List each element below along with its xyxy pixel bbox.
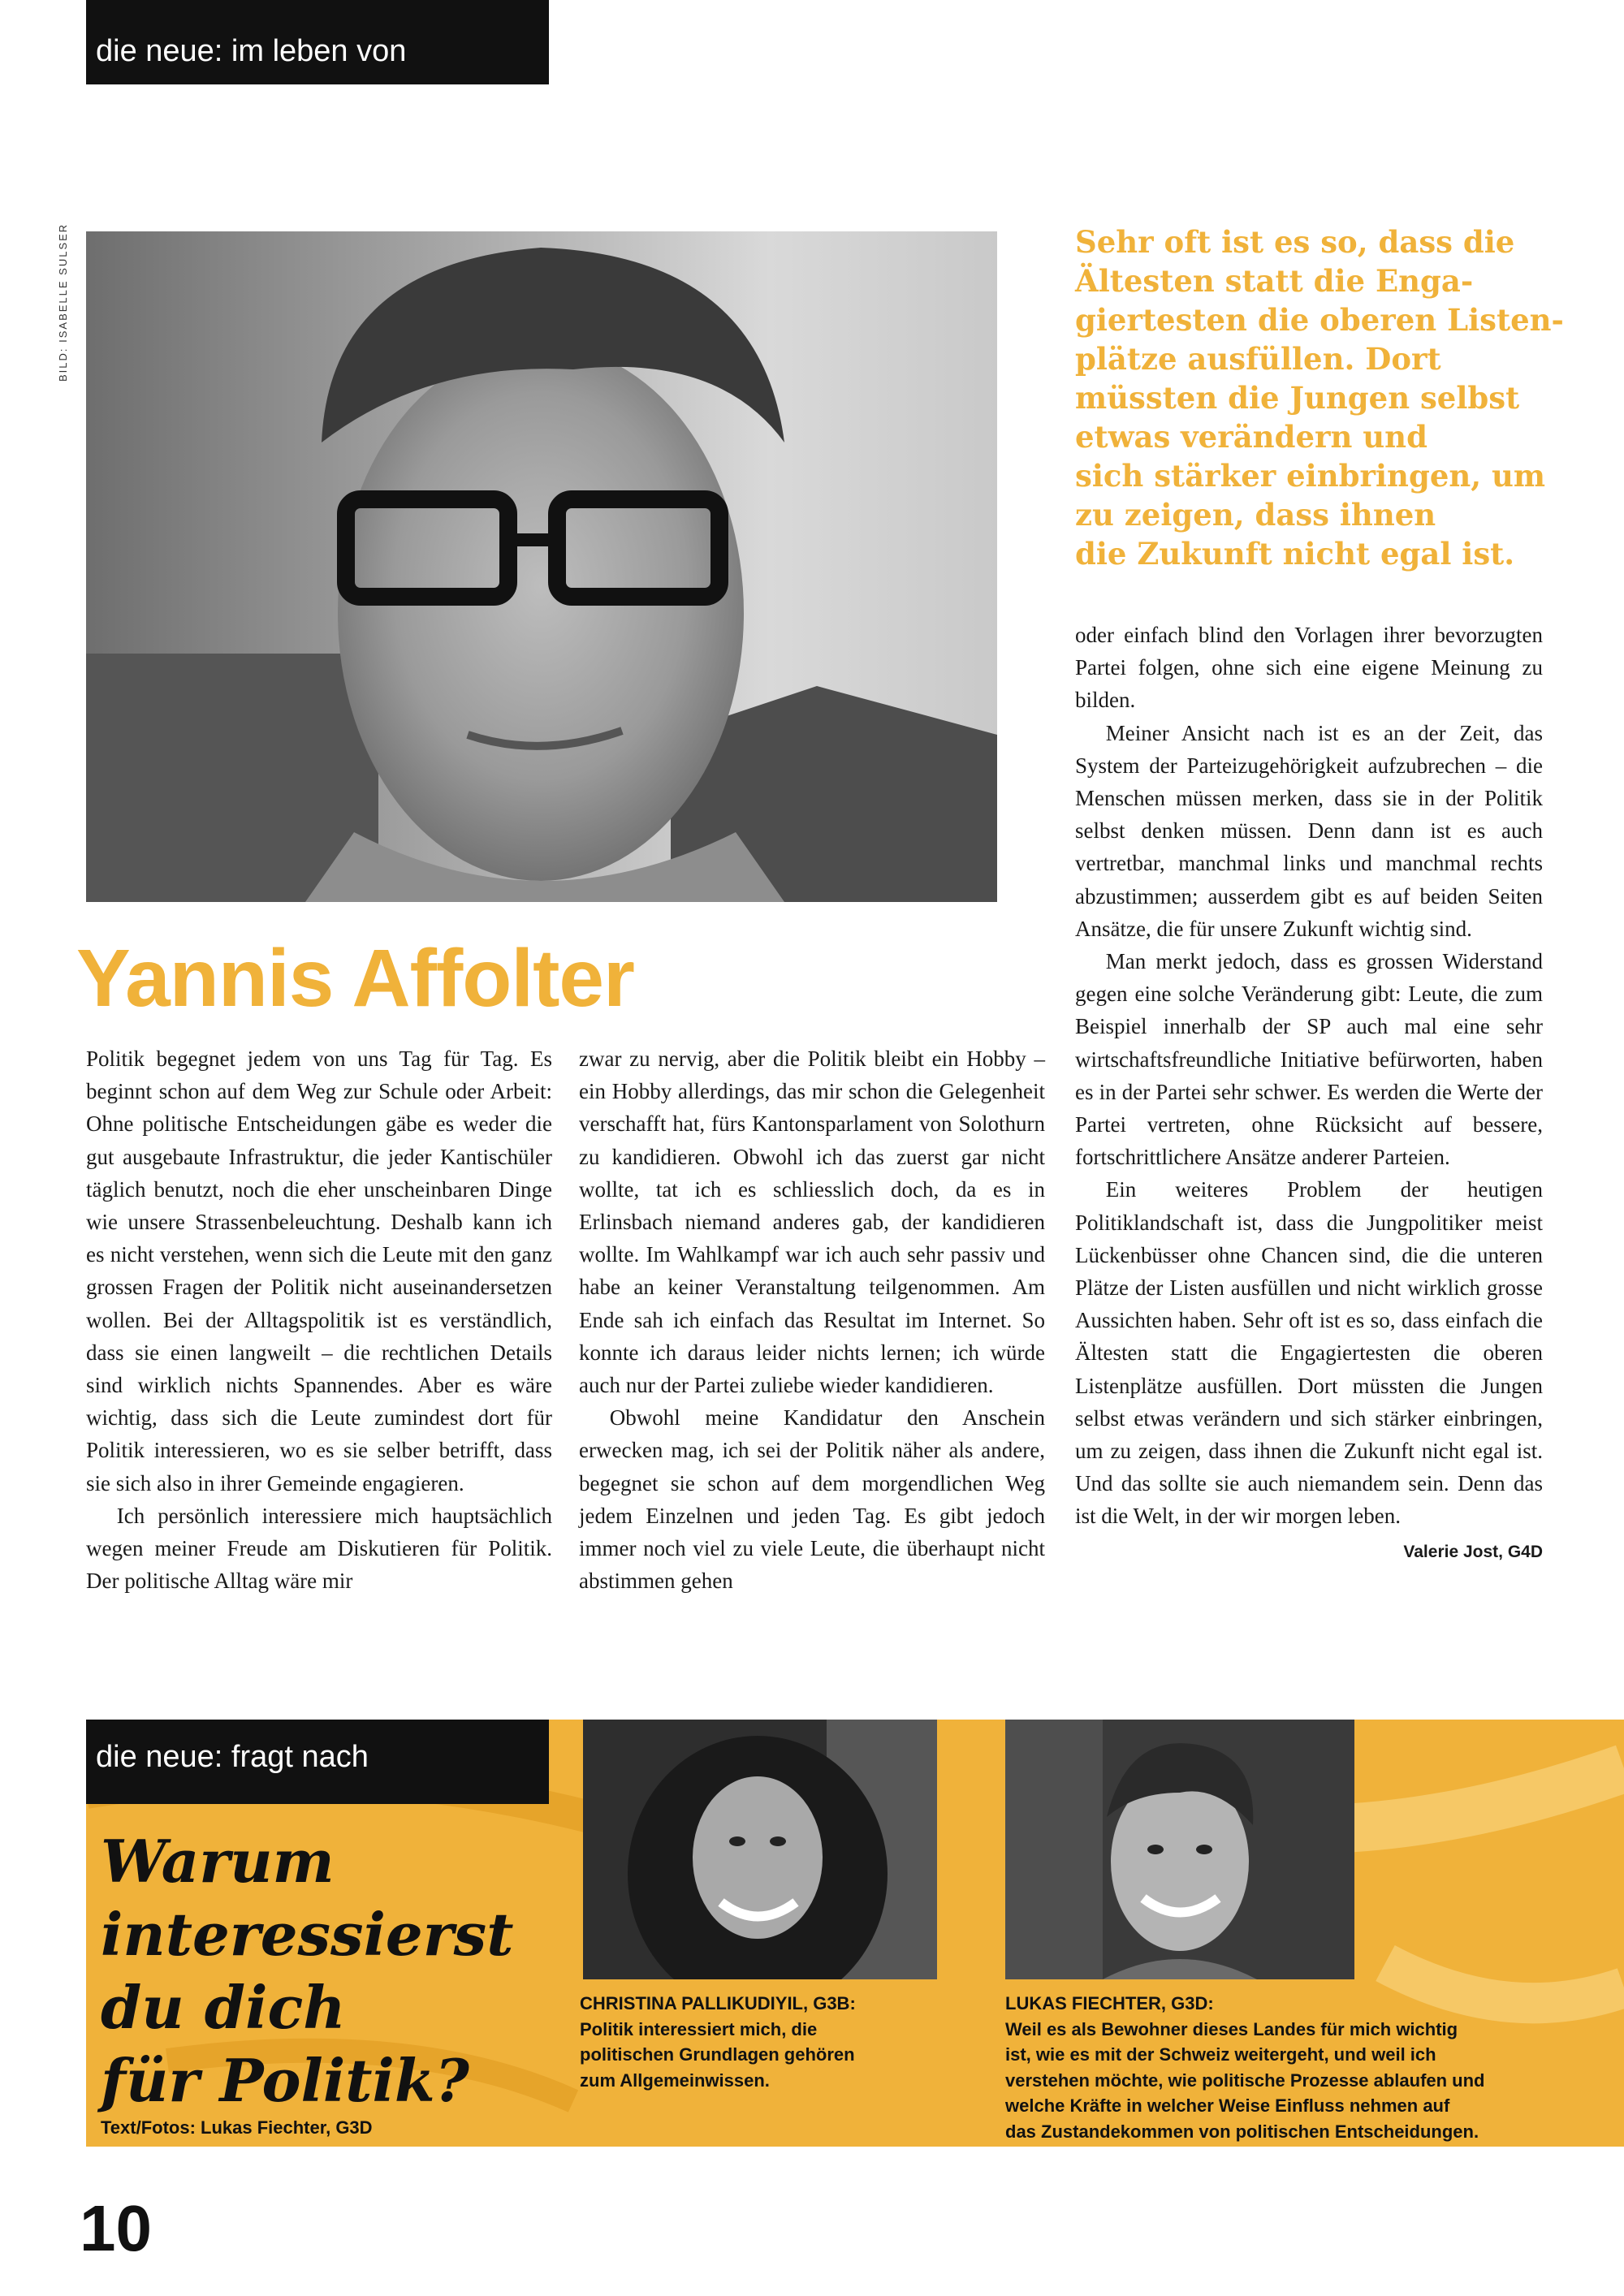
survey-question-line: du dich: [101, 1973, 346, 2042]
pull-quote-line: plätze ausfüllen. Dort: [1075, 341, 1441, 377]
interviewee-name: LUKAS FIECHTER, G3D:: [1005, 1993, 1214, 2013]
portrait-photo: [86, 231, 997, 902]
interviewee-photo-lukas: [1005, 1720, 1354, 1979]
pull-quote-line: zu zeigen, dass ihnen: [1075, 497, 1436, 533]
article-paragraph: Meiner Ansicht nach ist es an der Zeit, das System der Parteizugehörigkeit aufzubrechen – die Menschen müssen merken, dass sie in der Politik selbst denken müssen. Denn dann ist es auch vertretbar, manchmal links und manchmal rechts abzustimmen; ausserdem gibt es auf beiden Seiten Ansätze, die für unsere Zukunft wichtig sind.: [1075, 720, 1543, 941]
survey-question-line: interessierst: [101, 1900, 514, 1969]
page-number: 10: [80, 2192, 152, 2264]
interviewee-name: CHRISTINA PALLIKUDIYIL, G3B:: [580, 1993, 856, 2013]
pull-quote-line: etwas verändern und: [1075, 419, 1427, 455]
article-paragraph: Ich persönlich interessiere mich hauptsächlich wegen meiner Freude am Diskutieren für Politik. Der politische Alltag wäre mir: [86, 1503, 552, 1594]
survey-question: [101, 1825, 555, 2117]
article-paragraph: Ein weiteres Problem der heutigen Politiklandschaft ist, dass die Jungpolitiker meist Lückenbüsser ohne Chancen sind, die die unteren Plätze der Listen ausfüllen und nicht wirklich grosse Aussichten haben. Sehr oft ist es so, dass einfach die Ältesten statt die Engagiertesten die oberen Listenplätze ausfüllen. Dort müssten die Jungen selbst etwas verändern und sich stärker einbringen, um zu zeigen, dass ihnen die Zukunft nicht egal ist. Und das sollte sie auch niemandem sein. Denn das ist die Welt, in der wir morgen leben.: [1075, 1177, 1543, 1529]
answer-line: ist, wie es mit der Schweiz weitergeht, und weil ich: [1005, 2044, 1436, 2065]
pull-quote-line: Ältesten statt die Enga-: [1075, 263, 1474, 299]
answer-line: welche Kräfte in welcher Weise Einfluss nehmen auf: [1005, 2095, 1450, 2116]
pull-quote-line: sich stärker einbringen, um: [1075, 458, 1546, 494]
photo-credit: BILD: ISABELLE SULSER: [57, 222, 69, 382]
survey-question-line: Warum: [101, 1827, 335, 1896]
article-paragraph: Politik begegnet jedem von uns Tag für Tag. Es beginnt schon auf dem Weg zur Schule oder Arbeit: Ohne politische Entscheidungen gäbe es weder die gut ausgebaute Infrastruktur, die jeder Kantischüler täglich benutzt, noch die eher unscheinbaren Dinge wie unsere Strassenbeleuchtung. Deshalb kann ich es nicht verstehen, wenn sich die Leute mit den ganz grossen Fragen der Politik nicht auseinandersetzen wollen. Bei der Alltagspolitik ist es verständlich, dass sie einen langweilt – die rechtlichen Details sind wirklich nichts Spannendes. Aber es wäre wichtig, dass sich die Leute zumindest dort für Politik interessieren, wo es sie selber betrifft, dass sie sich also in ihrer Gemeinde engagieren.: [86, 1047, 552, 1495]
interview-answer-christina: [580, 1991, 986, 2093]
pull-quote-line: giertesten die oberen Listen-: [1075, 302, 1564, 338]
survey-credit: Text/Fotos: Lukas Fiechter, G3D: [101, 2117, 373, 2138]
survey-section: [86, 1720, 1624, 2147]
answer-line: Weil es als Bewohner dieses Landes für mich wichtig: [1005, 2018, 1458, 2039]
section-header-bar: [86, 1720, 549, 1804]
article-column-1: [86, 1042, 552, 1597]
section-header-label: die neue: im leben von: [96, 34, 407, 68]
section-header-bar: [86, 0, 549, 84]
pull-quote-line: die Zukunft nicht egal ist.: [1075, 536, 1515, 572]
section-header-label: die neue: fragt nach: [96, 1740, 369, 1774]
answer-line: politischen Grundlagen gehören: [580, 2044, 855, 2065]
article-column-2: [579, 1042, 1045, 1597]
pull-quote-line: Sehr oft ist es so, dass die: [1075, 224, 1515, 260]
article-paragraph: oder einfach blind den Vorlagen ihrer bevorzugten Partei folgen, ohne sich eine eigene Meinung zu bilden.: [1075, 623, 1543, 713]
article-paragraph: zwar zu nervig, aber die Politik bleibt ein Hobby – ein Hobby allerdings, das mir schon die Gelegenheit verschafft hat, fürs Kantonsparlament von Solothurn zu kandidieren. Obwohl ich das zuerst gar nicht wollte, tat ich es schliesslich doch, da es in Erlinsbach niemand anderes gab, der kandidieren wollte. Im Wahlkampf war ich auch sehr passiv und habe an keiner Veranstaltung teilgenommen. Am Ende sah ich einfach das Resultat im Internet. So konnte ich daraus leider nichts lernen; ich würde auch nur der Partei zuliebe wieder kandidieren.: [579, 1047, 1045, 1398]
answer-line: Politik interessiert mich, die: [580, 2018, 818, 2039]
answer-line: das Zustandekommen von politischen Entscheidungen.: [1005, 2121, 1479, 2142]
article-paragraph: Man merkt jedoch, dass es grossen Widerstand gegen eine solche Veränderung gibt: Leute, die zum Beispiel innerhalb der SP auch mal eine sehr wirtschaftsfreundliche Initiative befürworten, haben es in der Partei sehr schwer. Es werden die Werte der Partei vertreten, ohne Rücksicht auf bessere, fortschrittlichere Ansätze anderer Parteien.: [1075, 949, 1543, 1170]
pull-quote: [1075, 222, 1562, 573]
interview-answer-lukas: [1005, 1991, 1622, 2144]
answer-line: verstehen möchte, wie politische Prozesse ablaufen und: [1005, 2069, 1485, 2091]
author-signature: Valerie Jost, G4D: [1403, 1542, 1543, 1561]
article-column-3: [1075, 619, 1543, 1569]
article-headline: Yannis Affolter: [76, 933, 634, 1024]
answer-line: zum Allgemeinwissen.: [580, 2069, 770, 2091]
interviewee-photo-christina: [583, 1720, 937, 1979]
survey-question-line: für Politik?: [101, 2046, 469, 2115]
article-paragraph: Obwohl meine Kandidatur den Anschein erwecken mag, ich sei der Politik näher als andere, begegnet sie schon auf dem morgendlichen Weg jedem Einzelnen und jeden Tag. Es gibt jedoch immer noch viel zu viele Leute, die überhaupt nicht abstimmen gehen: [579, 1405, 1045, 1594]
pull-quote-line: müssten die Jungen selbst: [1075, 380, 1520, 416]
